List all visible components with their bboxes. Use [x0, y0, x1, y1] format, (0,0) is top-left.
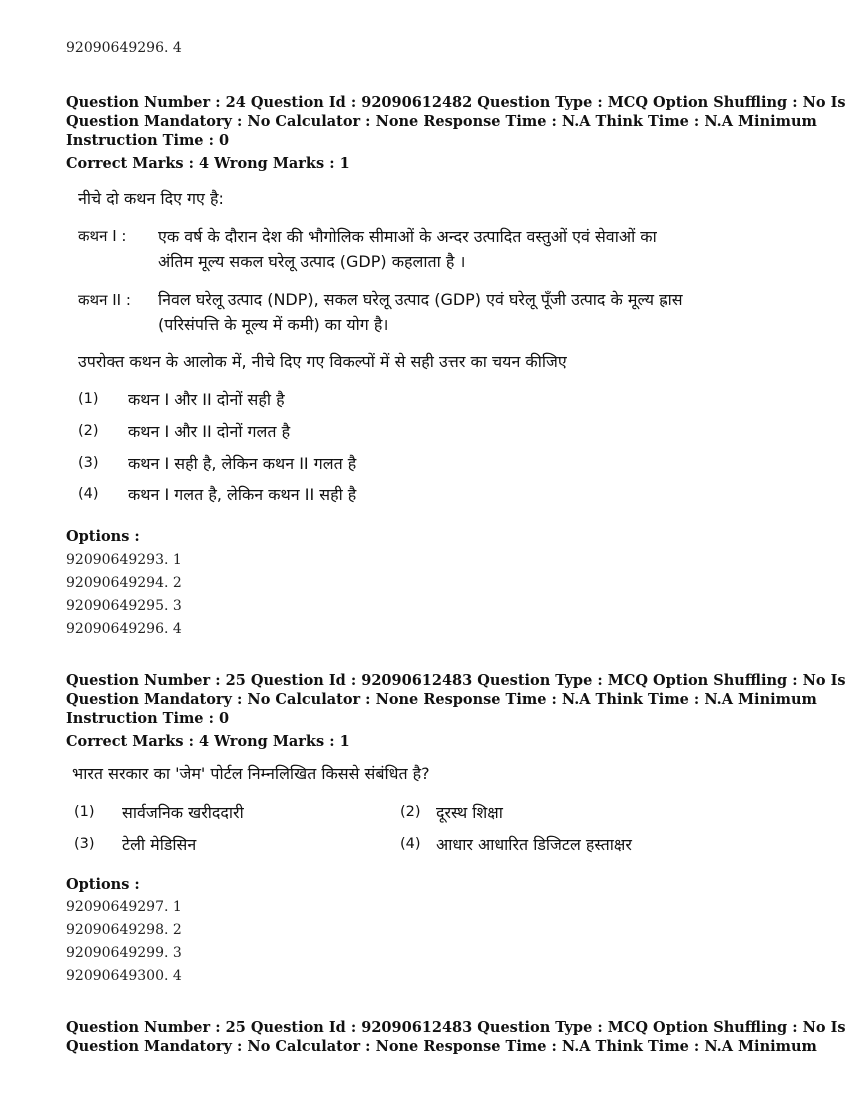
statement-1-line2: अंतिम मूल्य सकल घरेलू उत्पाद (GDP) कहलाता है । [158, 252, 466, 271]
choice-number: (3) [74, 836, 95, 852]
option-id-line: 92090649293. 1 [66, 552, 182, 568]
statement-1-line1: एक वर्ष के दौरान देश की भौगोलिक सीमाओं के अन्दर उत्पादित वस्तुओं एवं सेवाओं का [158, 227, 657, 246]
choice-text: दूरस्थ शिक्षा [436, 803, 503, 822]
statement-2-line2: (परिसंपत्ति के मूल्य में कमी) का योग है। [158, 315, 389, 334]
choice-number: (3) [78, 455, 99, 471]
question-instruction: उपरोक्त कथन के आलोक में, नीचे दिए गए विकल्पों में से सही उत्तर का चयन कीजिए [78, 352, 567, 371]
option-id-line: 92090649296. 4 [66, 621, 182, 637]
choice-number: (1) [78, 391, 99, 407]
options-label: Options : [66, 876, 140, 893]
question-text: भारत सरकार का 'जेम' पोर्टल निम्नलिखित किससे संबंधित है? [72, 764, 430, 783]
question-header-line1: Question Number : 24 Question Id : 92090612482 Question Type : MCQ Option Shuffling : No Is [66, 94, 846, 111]
choice-number: (4) [78, 486, 99, 502]
choice-text: कथन I सही है, लेकिन कथन II गलत है [128, 454, 357, 473]
question-header-line3: Instruction Time : 0 [66, 132, 230, 149]
statement-2-label: कथन II : [78, 291, 131, 309]
choice-number: (4) [400, 836, 421, 852]
question-marks: Correct Marks : 4 Wrong Marks : 1 [66, 155, 350, 172]
statement-2-line1: निवल घरेलू उत्पाद (NDP), सकल घरेलू उत्पाद (GDP) एवं घरेलू पूँजी उत्पाद के मूल्य ह्रास [158, 290, 683, 309]
choice-text: टेली मेडिसिन [122, 835, 197, 854]
option-id-line: 92090649300. 4 [66, 968, 182, 984]
question-header-line1: Question Number : 25 Question Id : 92090612483 Question Type : MCQ Option Shuffling : No Is [66, 672, 846, 689]
question-header-line2: Question Mandatory : No Calculator : None Response Time : N.A Think Time : N.A Minimum [66, 113, 817, 130]
question-header-line2: Question Mandatory : No Calculator : None Response Time : N.A Think Time : N.A Minimum [66, 691, 817, 708]
option-id-line: 92090649296. 4 [66, 40, 182, 56]
choice-number: (1) [74, 804, 95, 820]
option-id-line: 92090649294. 2 [66, 575, 182, 591]
option-id-line: 92090649295. 3 [66, 598, 182, 614]
choice-text: कथन I गलत है, लेकिन कथन II सही है [128, 485, 357, 504]
option-id-line: 92090649299. 3 [66, 945, 182, 961]
choice-number: (2) [400, 804, 421, 820]
question-header-line3: Instruction Time : 0 [66, 710, 230, 727]
options-label: Options : [66, 528, 140, 545]
question-marks: Correct Marks : 4 Wrong Marks : 1 [66, 733, 350, 750]
choice-number: (2) [78, 423, 99, 439]
choice-text: आधार आधारित डिजिटल हस्ताक्षर [436, 835, 632, 854]
question-intro: नीचे दो कथन दिए गए है: [78, 189, 224, 208]
statement-1-label: कथन I : [78, 227, 127, 245]
choice-text: सार्वजनिक खरीददारी [122, 803, 244, 822]
option-id-line: 92090649298. 2 [66, 922, 182, 938]
question-header-line2: Question Mandatory : No Calculator : None Response Time : N.A Think Time : N.A Minimum [66, 1038, 817, 1055]
option-id-line: 92090649297. 1 [66, 899, 182, 915]
choice-text: कथन I और II दोनों सही है [128, 390, 285, 409]
choice-text: कथन I और II दोनों गलत है [128, 422, 291, 441]
question-header-line1: Question Number : 25 Question Id : 92090612483 Question Type : MCQ Option Shuffling : No Is [66, 1019, 846, 1036]
